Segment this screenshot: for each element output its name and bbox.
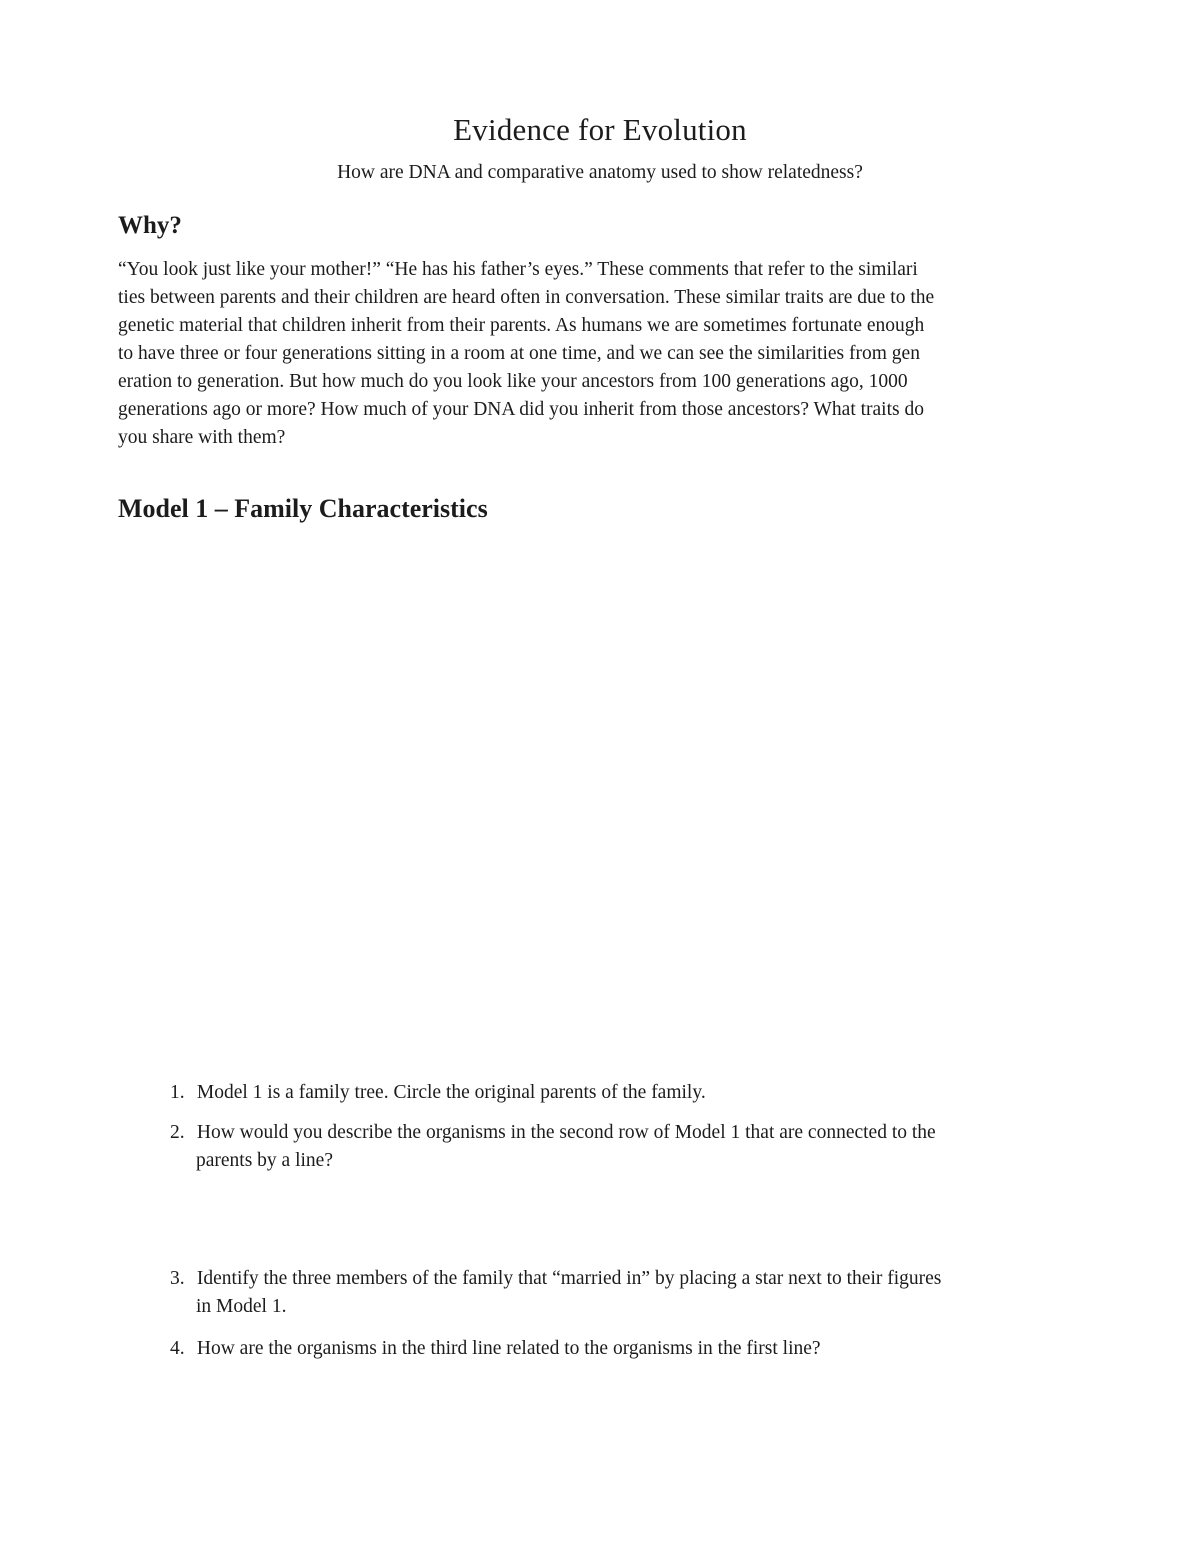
question-text: How would you describe the organisms in the second row of Model 1 that are connected to the [196,1122,936,1143]
page-title: Evidence for Evolution [453,112,747,147]
why-paragraph [118,256,1078,452]
model-figure-area [118,545,1078,1055]
question-text-continued: in Model 1. [196,1296,287,1317]
why-line: ties between parents and their children are heard often in conversation. These similar traits are due to the [118,287,935,308]
why-line: eration to generation. But how much do you look like your ancestors from 100 generations ago, 1000 [118,371,908,392]
question-item [170,1119,1090,1175]
page-subtitle: How are DNA and comparative anatomy used to show relatedness? [337,162,863,183]
question-text-continued: parents by a line? [196,1150,333,1171]
model-heading: Model 1 – Family Characteristics [118,494,488,523]
question-number: 1. [170,1082,185,1103]
question-text: Identify the three members of the family that “married in” by placing a star next to their figures [196,1268,942,1289]
question-text: How are the organisms in the third line related to the organisms in the first line? [196,1338,821,1359]
why-line: to have three or four generations sitting in a room at one time, and we can see the similarities from gen [118,343,920,364]
question-number: 4. [170,1338,185,1359]
why-line: generations ago or more? How much of your DNA did you inherit from those ancestors? What traits do [118,399,924,420]
question-item [170,1079,1090,1107]
why-line: genetic material that children inherit from their parents. As humans we are sometimes fortunate enough [118,315,925,336]
question-number: 3. [170,1268,185,1289]
question-number: 2. [170,1122,185,1143]
question-item [170,1335,1090,1363]
question-item [170,1265,1090,1321]
question-text: Model 1 is a family tree. Circle the original parents of the family. [196,1082,706,1103]
why-heading: Why? [118,212,182,239]
why-line: “You look just like your mother!” “He has his father’s eyes.” These comments that refer to the similari [118,259,918,280]
why-line: you share with them? [118,427,286,448]
